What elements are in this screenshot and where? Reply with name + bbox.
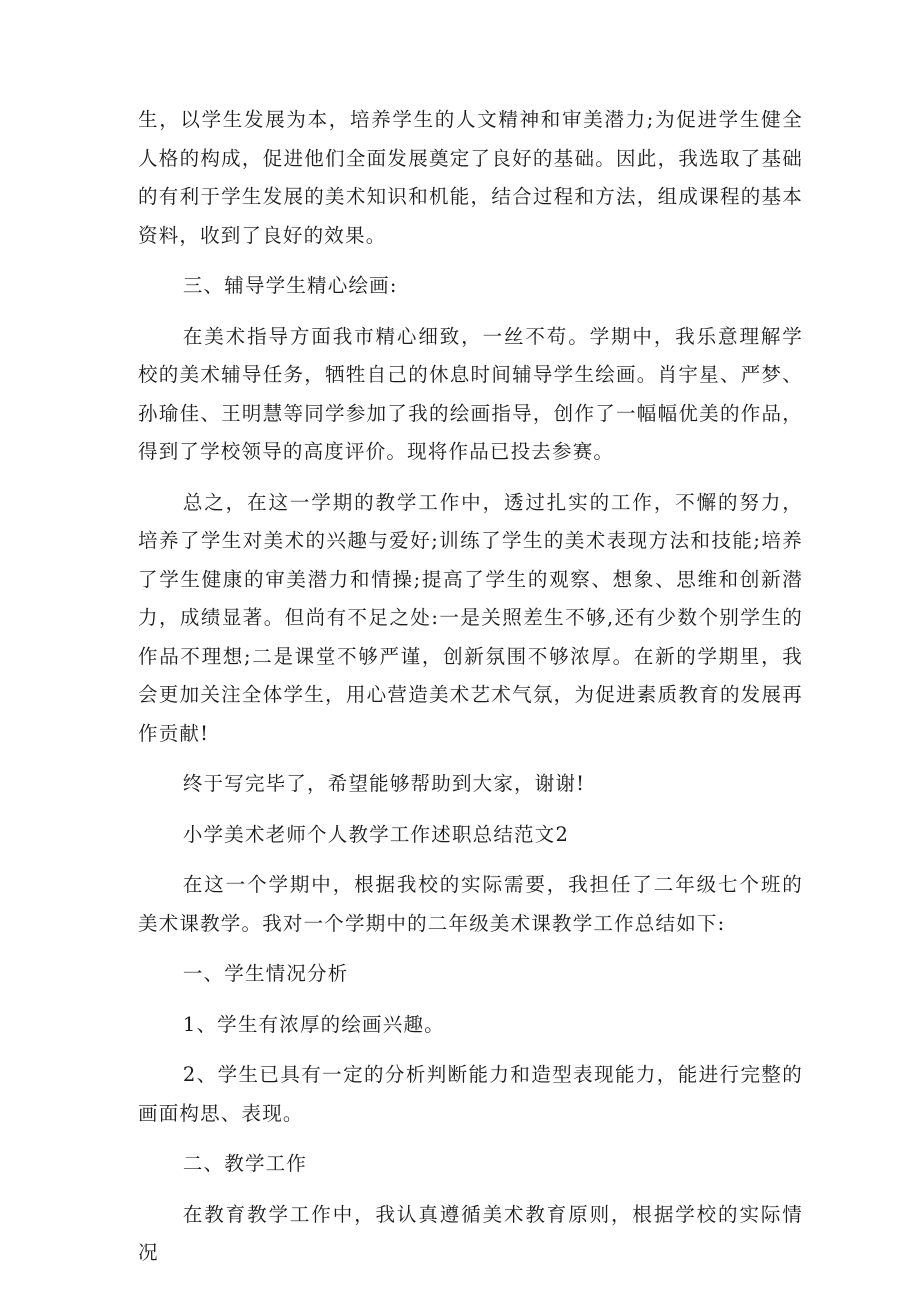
section-heading-student-analysis: 一、学生情况分析 <box>182 962 349 985</box>
paragraph-teaching-work: 在教育教学工作中，我认真遵循美术教育原则，根据学校的实际情况 <box>138 1202 803 1264</box>
document-body <box>138 101 803 1273</box>
paragraph-intro-continuation: 生，以学生发展为本，培养学生的人文精神和审美潜力;为促进学生健全人格的构成，促进他们全面发展奠定了良好的基础。因此，我选取了基础的有利于学生发展的美术知识和机能，结合过程和方法，组成课程的基本资料，收到了良好的效果。 <box>138 108 803 247</box>
list-item-2: 2、学生已具有一定的分析判断能力和造型表现能力，能进行完整的画面构思、表现。 <box>138 1063 803 1125</box>
paragraph-summary: 总之，在这一学期的教学工作中，透过扎实的工作，不懈的努力，培养了学生对美术的兴趣与爱好;训练了学生的美术表现方法和技能;培养了学生健康的审美潜力和情操;提高了学生的观察、想象、思维和创新潜力，成绩显著。但尚有不足之处:一是关照差生不够,还有少数个别学生的作品不理想;二是课堂不够严谨，创新氛围不够浓厚。在新的学期里，我会更加关注全体学生，用心营造美术艺术气氛，为促进素质教育的发展再作贡献! <box>138 490 803 745</box>
section-heading-guidance: 三、辅导学生精心绘画: <box>182 274 398 297</box>
paragraph-closing: 终于写完毕了，希望能够帮助到大家，谢谢! <box>182 772 586 795</box>
paragraph-guidance: 在美术指导方面我市精心细致，一丝不苟。学期中，我乐意理解学校的美术辅导任务，牺牲自己的休息时间辅导学生绘画。肖宇星、严梦、孙瑜佳、王明慧等同学参加了我的绘画指导，创作了一幅幅优美的作品，得到了学校领导的高度评价。现将作品已投去参赛。 <box>138 324 803 463</box>
article-title-2: 小学美术老师个人教学工作述职总结范文2 <box>182 822 570 846</box>
paragraph-article2-intro: 在这一个学期中，根据我校的实际需要，我担任了二年级七个班的美术课教学。我对一个学期中的二年级美术课教学工作总结如下: <box>138 873 803 935</box>
list-item-1: 1、学生有浓厚的绘画兴趣。 <box>182 1012 445 1036</box>
section-heading-teaching-work: 二、教学工作 <box>182 1152 308 1175</box>
